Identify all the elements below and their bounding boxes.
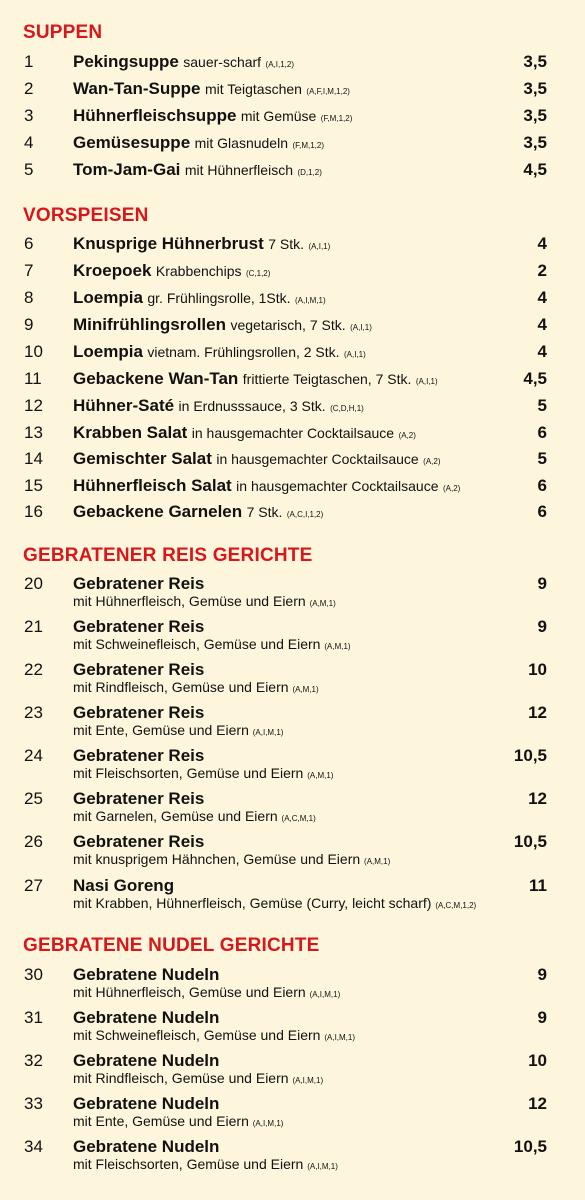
item-name: Gemischter Salat bbox=[73, 449, 212, 468]
item-price: 10 bbox=[528, 660, 547, 679]
item-price: 4,5 bbox=[523, 160, 547, 179]
item-description: mit Fleischsorten, Gemüse und Eiern bbox=[73, 1156, 304, 1172]
item-description: mit Glasnudeln bbox=[194, 135, 288, 151]
item-name: Gebratener Reis bbox=[73, 574, 205, 593]
item-description: mit Hühnerfleisch, Gemüse und Eiern bbox=[73, 984, 306, 1000]
item-name: Gebratene Nudeln bbox=[73, 965, 220, 984]
item-description: in hausgemachter Cocktailsauce bbox=[216, 451, 419, 467]
item-name: Gebratene Nudeln bbox=[73, 1051, 220, 1070]
item-description: frittierte Teigtaschen, 7 Stk. bbox=[242, 371, 412, 387]
item-description: mit Rindfleisch, Gemüse und Eiern bbox=[73, 1070, 289, 1086]
item-price: 12 bbox=[528, 789, 547, 808]
item-allergens: (A,I,M,1) bbox=[292, 1076, 324, 1085]
item-number: 25 bbox=[24, 789, 43, 808]
item-price: 9 bbox=[537, 574, 547, 593]
item-number: 21 bbox=[24, 617, 43, 636]
item-allergens: (A,C,M,1,2) bbox=[435, 901, 477, 910]
item-number: 34 bbox=[24, 1137, 43, 1156]
item-name: Gemüsesuppe bbox=[73, 133, 191, 152]
item-number: 30 bbox=[24, 965, 43, 984]
item-number: 20 bbox=[24, 574, 43, 593]
item-number: 13 bbox=[24, 423, 43, 442]
item-number: 7 bbox=[24, 261, 34, 280]
item-name: Hühnerfleisch Salat bbox=[73, 476, 232, 495]
section-title-gebratene-nudeln: GEBRATENE NUDEL GERICHTE bbox=[23, 935, 320, 956]
item-price: 6 bbox=[537, 423, 547, 442]
item-allergens: (A,I,M,1) bbox=[252, 728, 284, 737]
item-description: in Erdnusssauce, 3 Stk. bbox=[178, 398, 326, 414]
item-price: 3,5 bbox=[523, 52, 547, 71]
section-title-suppen: SUPPEN bbox=[23, 22, 103, 43]
item-description: in hausgemachter Cocktailsauce bbox=[236, 478, 439, 494]
item-description: Krabbenchips bbox=[155, 263, 242, 279]
item-price: 4,5 bbox=[523, 369, 547, 388]
item-allergens: (A,I,1,2) bbox=[265, 60, 294, 69]
item-price: 6 bbox=[537, 502, 547, 521]
item-number: 9 bbox=[24, 315, 34, 334]
item-price: 9 bbox=[537, 965, 547, 984]
item-description: mit Ente, Gemüse und Eiern bbox=[73, 722, 249, 738]
item-description: mit Garnelen, Gemüse und Eiern bbox=[73, 808, 278, 824]
item-name: Gebratener Reis bbox=[73, 617, 205, 636]
item-price: 9 bbox=[537, 1008, 547, 1027]
item-allergens: (A,I,1) bbox=[308, 242, 331, 251]
item-number: 14 bbox=[24, 449, 43, 468]
item-number: 32 bbox=[24, 1051, 43, 1070]
item-description: mit Krabben, Hühnerfleisch, Gemüse (Curry, leicht scharf) bbox=[73, 895, 432, 911]
item-number: 4 bbox=[24, 133, 34, 152]
item-allergens: (A,F,I,M,1,2) bbox=[306, 87, 350, 96]
item-allergens: (A,M,1) bbox=[324, 642, 351, 651]
item-price: 5 bbox=[537, 396, 547, 415]
item-number: 31 bbox=[24, 1008, 43, 1027]
item-description: mit Gemüse bbox=[240, 108, 317, 124]
item-description: mit Schweinefleisch, Gemüse und Eiern bbox=[73, 1027, 321, 1043]
item-number: 27 bbox=[24, 876, 43, 895]
item-name: Krabben Salat bbox=[73, 423, 188, 442]
item-name: Gebratener Reis bbox=[73, 832, 205, 851]
item-name: Gebackene Wan-Tan bbox=[73, 369, 239, 388]
item-price: 12 bbox=[528, 1094, 547, 1113]
item-description: gr. Frühlingsrolle, 1Stk. bbox=[147, 290, 291, 306]
item-description: 7 Stk. bbox=[268, 236, 305, 252]
item-description: vegetarisch, 7 Stk. bbox=[230, 317, 346, 333]
section-title-vorspeisen: VORSPEISEN bbox=[23, 205, 149, 226]
item-number: 23 bbox=[24, 703, 43, 722]
item-number: 22 bbox=[24, 660, 43, 679]
item-name: Gebratener Reis bbox=[73, 746, 205, 765]
item-price: 10,5 bbox=[513, 746, 547, 765]
item-price: 9 bbox=[537, 617, 547, 636]
item-number: 2 bbox=[24, 79, 34, 98]
item-name: Wan-Tan-Suppe bbox=[73, 79, 201, 98]
item-allergens: (A,C,M,1) bbox=[281, 814, 316, 823]
item-description: vietnam. Frühlingsrollen, 2 Stk. bbox=[147, 344, 340, 360]
item-description: mit Teigtaschen bbox=[204, 81, 302, 97]
item-allergens: (A,M,1) bbox=[364, 857, 391, 866]
item-name: Gebratener Reis bbox=[73, 789, 205, 808]
item-price: 3,5 bbox=[523, 79, 547, 98]
item-allergens: (A,I,M,1) bbox=[252, 1119, 284, 1128]
item-allergens: (A,I,M,1) bbox=[309, 990, 341, 999]
item-allergens: (A,I,1) bbox=[350, 323, 372, 332]
item-name: Gebratener Reis bbox=[73, 703, 205, 722]
item-number: 15 bbox=[24, 476, 43, 495]
item-name: Loempia bbox=[73, 342, 143, 361]
item-price: 5 bbox=[537, 449, 547, 468]
item-name: Gebratene Nudeln bbox=[73, 1137, 220, 1156]
item-price: 4 bbox=[537, 315, 547, 334]
item-allergens: (C,D,H,1) bbox=[330, 404, 364, 413]
item-name: Nasi Goreng bbox=[73, 876, 175, 895]
item-number: 6 bbox=[24, 234, 34, 253]
item-name: Gebratene Nudeln bbox=[73, 1008, 220, 1027]
item-price: 10 bbox=[528, 1051, 547, 1070]
item-allergens: (A,2) bbox=[442, 484, 461, 493]
item-name: Tom-Jam-Gai bbox=[73, 160, 181, 179]
item-price: 6 bbox=[537, 476, 547, 495]
item-number: 11 bbox=[24, 369, 42, 388]
item-price: 12 bbox=[528, 703, 547, 722]
item-name: Kroepoek bbox=[73, 261, 152, 280]
item-price: 11 bbox=[529, 876, 547, 895]
item-allergens: (A,M,1) bbox=[307, 771, 334, 780]
item-allergens: (A,I,1) bbox=[415, 377, 438, 386]
item-price: 10,5 bbox=[513, 1137, 547, 1156]
item-description: mit Fleischsorten, Gemüse und Eiern bbox=[73, 765, 304, 781]
item-number: 12 bbox=[24, 396, 43, 415]
item-allergens: (A,I,1) bbox=[344, 350, 366, 359]
item-price: 4 bbox=[537, 288, 547, 307]
item-number: 33 bbox=[24, 1094, 43, 1113]
item-name: Minifrühlingsrollen bbox=[73, 315, 226, 334]
item-name: Gebratene Nudeln bbox=[73, 1094, 220, 1113]
item-allergens: (A,2) bbox=[398, 431, 416, 440]
item-allergens: (A,M,1) bbox=[292, 685, 319, 694]
item-description: in hausgemachter Cocktailsauce bbox=[191, 425, 395, 441]
item-allergens: (A,2) bbox=[423, 457, 441, 466]
item-allergens: (A,I,M,1) bbox=[324, 1033, 356, 1042]
item-description: mit knusprigem Hähnchen, Gemüse und Eiern bbox=[73, 851, 361, 867]
item-number: 3 bbox=[24, 106, 34, 125]
item-price: 4 bbox=[537, 234, 547, 253]
item-name: Hühner-Saté bbox=[73, 396, 175, 415]
item-description: mit Hühnerfleisch bbox=[184, 162, 293, 178]
item-name: Pekingsuppe bbox=[73, 52, 179, 71]
item-allergens: (A,M,1) bbox=[309, 599, 336, 608]
item-price: 10,5 bbox=[513, 832, 547, 851]
section-title-gebratener-reis: GEBRATENER REIS GERICHTE bbox=[23, 545, 313, 566]
item-number: 10 bbox=[24, 342, 43, 361]
item-description: mit Rindfleisch, Gemüse und Eiern bbox=[73, 679, 289, 695]
item-allergens: (F,M,1,2) bbox=[320, 114, 353, 123]
item-number: 24 bbox=[24, 746, 43, 765]
item-description: mit Schweinefleisch, Gemüse und Eiern bbox=[73, 636, 321, 652]
item-allergens: (F,M,1,2) bbox=[292, 141, 325, 150]
item-price: 3,5 bbox=[523, 133, 547, 152]
item-name: Gebackene Garnelen bbox=[73, 502, 243, 521]
item-number: 16 bbox=[24, 502, 43, 521]
item-description: mit Ente, Gemüse und Eiern bbox=[73, 1113, 249, 1129]
item-description: sauer-scharf bbox=[183, 54, 262, 70]
item-name: Loempia bbox=[73, 288, 143, 307]
item-allergens: (A,C,I,1,2) bbox=[286, 510, 324, 519]
item-name: Knusprige Hühnerbrust bbox=[73, 234, 264, 253]
item-name: Gebratener Reis bbox=[73, 660, 205, 679]
item-number: 5 bbox=[24, 160, 34, 179]
item-description: mit Hühnerfleisch, Gemüse und Eiern bbox=[73, 593, 306, 609]
item-description: 7 Stk. bbox=[246, 504, 283, 520]
item-number: 8 bbox=[24, 288, 34, 307]
item-number: 26 bbox=[24, 832, 43, 851]
item-price: 2 bbox=[537, 261, 547, 280]
item-price: 3,5 bbox=[523, 106, 547, 125]
item-number: 1 bbox=[24, 52, 34, 71]
item-allergens: (D,1,2) bbox=[297, 168, 322, 177]
item-name: Hühnerfleischsuppe bbox=[73, 106, 237, 125]
item-allergens: (A,I,M,1) bbox=[294, 296, 326, 305]
item-price: 4 bbox=[537, 342, 547, 361]
item-allergens: (A,I,M,1) bbox=[307, 1162, 338, 1171]
item-allergens: (C,1,2) bbox=[245, 269, 271, 278]
